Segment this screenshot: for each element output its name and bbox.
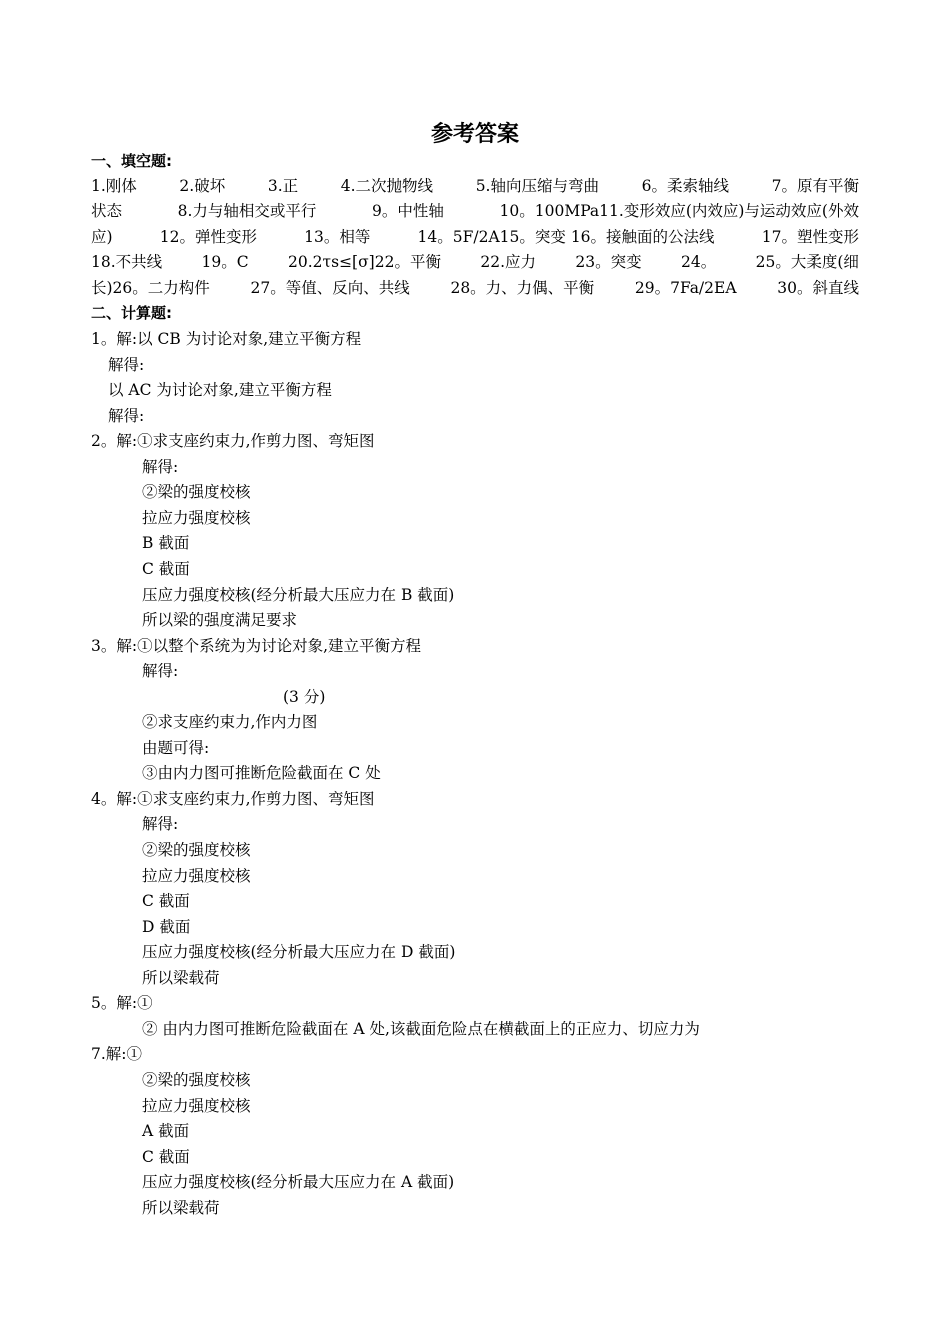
answer-cell: 10。100MPa11.变形效应(内效应)与运动效应(外效 <box>499 202 859 220</box>
solution-line: C 截面 <box>142 892 190 911</box>
answer-cell: 14。5F/2A15。突变 16。接触面的公法线 <box>417 228 715 246</box>
answer-cell: 24。 <box>681 253 717 271</box>
answer-cell: 9。中性轴 <box>372 202 444 220</box>
solution-line: ②梁的强度校核 <box>142 1070 251 1089</box>
problem-heading: 2。解:①求支座约束力,作剪力图、弯矩图 <box>91 432 375 451</box>
answer-cell: 6。柔索轴线 <box>641 177 729 195</box>
answer-cell: 25。大柔度(细 <box>755 253 859 271</box>
section-heading-calculation: 二、计算题: <box>91 304 172 322</box>
answer-cell: 18.不共线 <box>91 253 163 271</box>
page-title: 参考答案 <box>430 122 519 147</box>
answer-cell: 长)26。二力构件 <box>91 279 210 297</box>
answer-cell: 20.2τs≤[σ]22。平衡 <box>288 253 441 271</box>
answer-cell: 状态 <box>91 202 123 220</box>
solution-line: 解得: <box>108 406 145 425</box>
problem-heading: 1。解:以 CB 为讨论对象,建立平衡方程 <box>91 330 362 348</box>
solution-line: ②梁的强度校核 <box>142 841 251 859</box>
answer-cell: 13。相等 <box>304 228 371 246</box>
solution-line: D 截面 <box>142 917 191 936</box>
problem-heading: 3。解:①以整个系统为为讨论对象,建立平衡方程 <box>91 636 422 655</box>
answer-row-1 <box>91 174 859 200</box>
problem-heading: 4。解:①求支座约束力,作剪力图、弯矩图 <box>91 789 375 808</box>
solution-line: (3 分) <box>283 687 326 706</box>
answer-cell: 28。力、力偶、平衡 <box>450 279 595 297</box>
answer-row-4 <box>91 250 859 276</box>
solution-line: 压应力强度校核(经分析最大压应力在 B 截面) <box>142 585 455 604</box>
answer-cell: 3.正 <box>267 177 299 195</box>
answer-cell: 17。塑性变形 <box>761 228 859 246</box>
solution-line: 以 AC 为讨论对象,建立平衡方程 <box>108 381 332 400</box>
solution-line: 压应力强度校核(经分析最大压应力在 A 截面) <box>142 1173 455 1192</box>
answer-row-2 <box>91 199 859 225</box>
answer-cell: 2.破坏 <box>179 177 226 195</box>
answer-cell: 应) <box>91 228 113 246</box>
solution-line: ②梁的强度校核 <box>142 483 251 502</box>
problem-heading: 5。解:① <box>91 994 153 1013</box>
solution-line: C 截面 <box>142 1147 190 1166</box>
solution-line: A 截面 <box>142 1122 190 1141</box>
answer-cell: 29。7Fa/2EA <box>634 279 737 297</box>
answer-cell: 19。C <box>201 253 249 271</box>
answer-cell: 30。斜直线 <box>777 279 859 297</box>
solution-line: ② 由内力图可推断危险截面在 A 处,该截面危险点在横截面上的正应力、切应力为 <box>142 1019 700 1038</box>
solution-line: 由题可得: <box>142 738 210 757</box>
solution-line: 解得: <box>142 662 179 681</box>
answer-cell: 8.力与轴相交或平行 <box>177 202 317 220</box>
answer-cell: 5.轴向压缩与弯曲 <box>475 177 599 195</box>
answer-cell: 4.二次抛物线 <box>340 177 434 195</box>
answer-cell: 27。等值、反向、共线 <box>250 279 410 297</box>
answer-cell: 7。原有平衡 <box>771 177 859 195</box>
solution-line: ③由内力图可推断危险截面在 C 处 <box>142 764 381 783</box>
solution-line: 所以梁的强度满足要求 <box>142 611 298 630</box>
solution-line: 解得: <box>142 457 179 476</box>
answer-cell: 12。弹性变形 <box>159 228 257 246</box>
problem-heading: 7.解:① <box>91 1045 143 1064</box>
solution-line: 拉应力强度校核 <box>142 866 251 885</box>
solution-line: C 截面 <box>142 559 190 578</box>
solution-line: 解得: <box>108 355 145 374</box>
solution-line: 压应力强度校核(经分析最大压应力在 D 截面) <box>142 943 456 962</box>
solution-line: 所以梁载荷 <box>142 968 220 987</box>
answer-row-3 <box>91 225 859 251</box>
solution-line: 解得: <box>142 815 179 834</box>
solution-line: 拉应力强度校核 <box>142 508 251 527</box>
solution-line: B 截面 <box>142 534 190 553</box>
solution-line: 拉应力强度校核 <box>142 1096 251 1115</box>
solution-line: 所以梁载荷 <box>142 1198 220 1217</box>
solution-line: ②求支座约束力,作内力图 <box>142 713 318 732</box>
answer-cell: 22.应力 <box>480 253 537 271</box>
section-heading-fill-in: 一、填空题: <box>91 152 172 170</box>
answer-cell: 1.刚体 <box>91 177 137 195</box>
answer-row-5 <box>91 276 859 302</box>
answer-cell: 23。突变 <box>575 253 642 271</box>
